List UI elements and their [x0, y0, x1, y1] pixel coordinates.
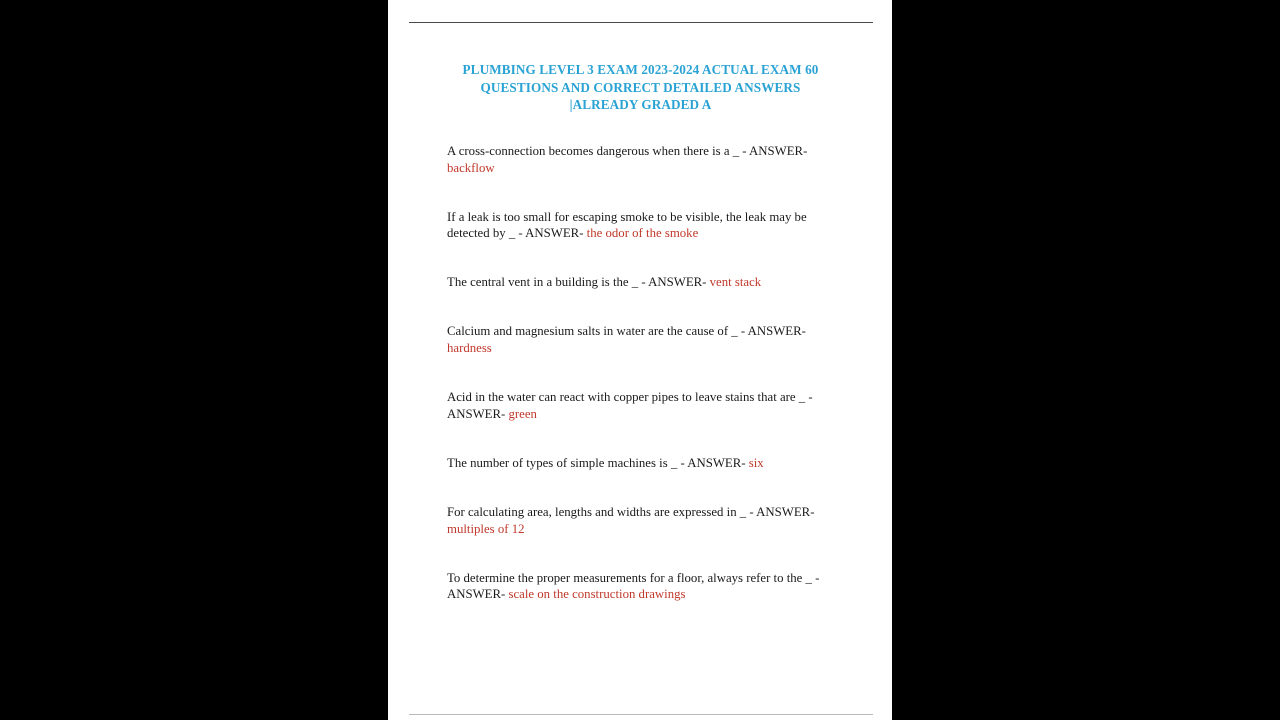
question-answer-item	[447, 323, 845, 356]
question-text: The central vent in a building is the _ - ANSWER-	[447, 275, 707, 290]
question-answer-item	[447, 455, 845, 472]
question-text: A cross-connection becomes dangerous when there is a _ - ANSWER-	[447, 144, 808, 158]
question-answer-list	[447, 143, 845, 603]
question-text: For calculating area, lengths and widths are expressed in _ - ANSWER-	[447, 504, 815, 519]
answer-text: backflow	[447, 160, 495, 175]
answer-text: hardness	[447, 341, 492, 356]
document-page	[388, 0, 892, 720]
answer-text: multiples of 12	[447, 521, 525, 536]
question-answer-item	[447, 570, 845, 603]
document-title-line-2: QUESTIONS AND CORRECT DETAILED ANSWERS	[480, 79, 801, 95]
document-title	[448, 61, 833, 114]
question-text: If a leak is too small for escaping smoke to be visible, the leak may be detected by _ - ANSWER-	[447, 209, 807, 241]
question-text: To determine the proper measurements for a floor, always refer to the _ - ANSWER-	[447, 570, 820, 602]
question-answer-item	[447, 143, 845, 176]
question-answer-item	[447, 209, 845, 242]
question-answer-item	[447, 389, 845, 422]
answer-text: six	[748, 455, 764, 470]
question-text: The number of types of simple machines is _ - ANSWER-	[447, 455, 746, 470]
answer-text: green	[508, 406, 537, 421]
question-answer-item	[447, 504, 845, 537]
question-text: Calcium and magnesium salts in water are the cause of _ - ANSWER-	[447, 324, 806, 339]
question-answer-item	[447, 274, 845, 291]
question-text: Acid in the water can react with copper pipes to leave stains that are _ - ANSWER-	[447, 390, 813, 421]
answer-text: the odor of the smoke	[586, 226, 699, 241]
answer-text: vent stack	[709, 275, 762, 290]
document-title-line-3: |ALREADY GRADED A	[569, 97, 712, 113]
answer-text: scale on the construction drawings	[508, 587, 686, 602]
header-divider	[409, 22, 873, 23]
document-title-line-1: PLUMBING LEVEL 3 EXAM 2023-2024 ACTUAL EXAM 60	[462, 62, 819, 77]
footer-divider	[409, 714, 873, 715]
